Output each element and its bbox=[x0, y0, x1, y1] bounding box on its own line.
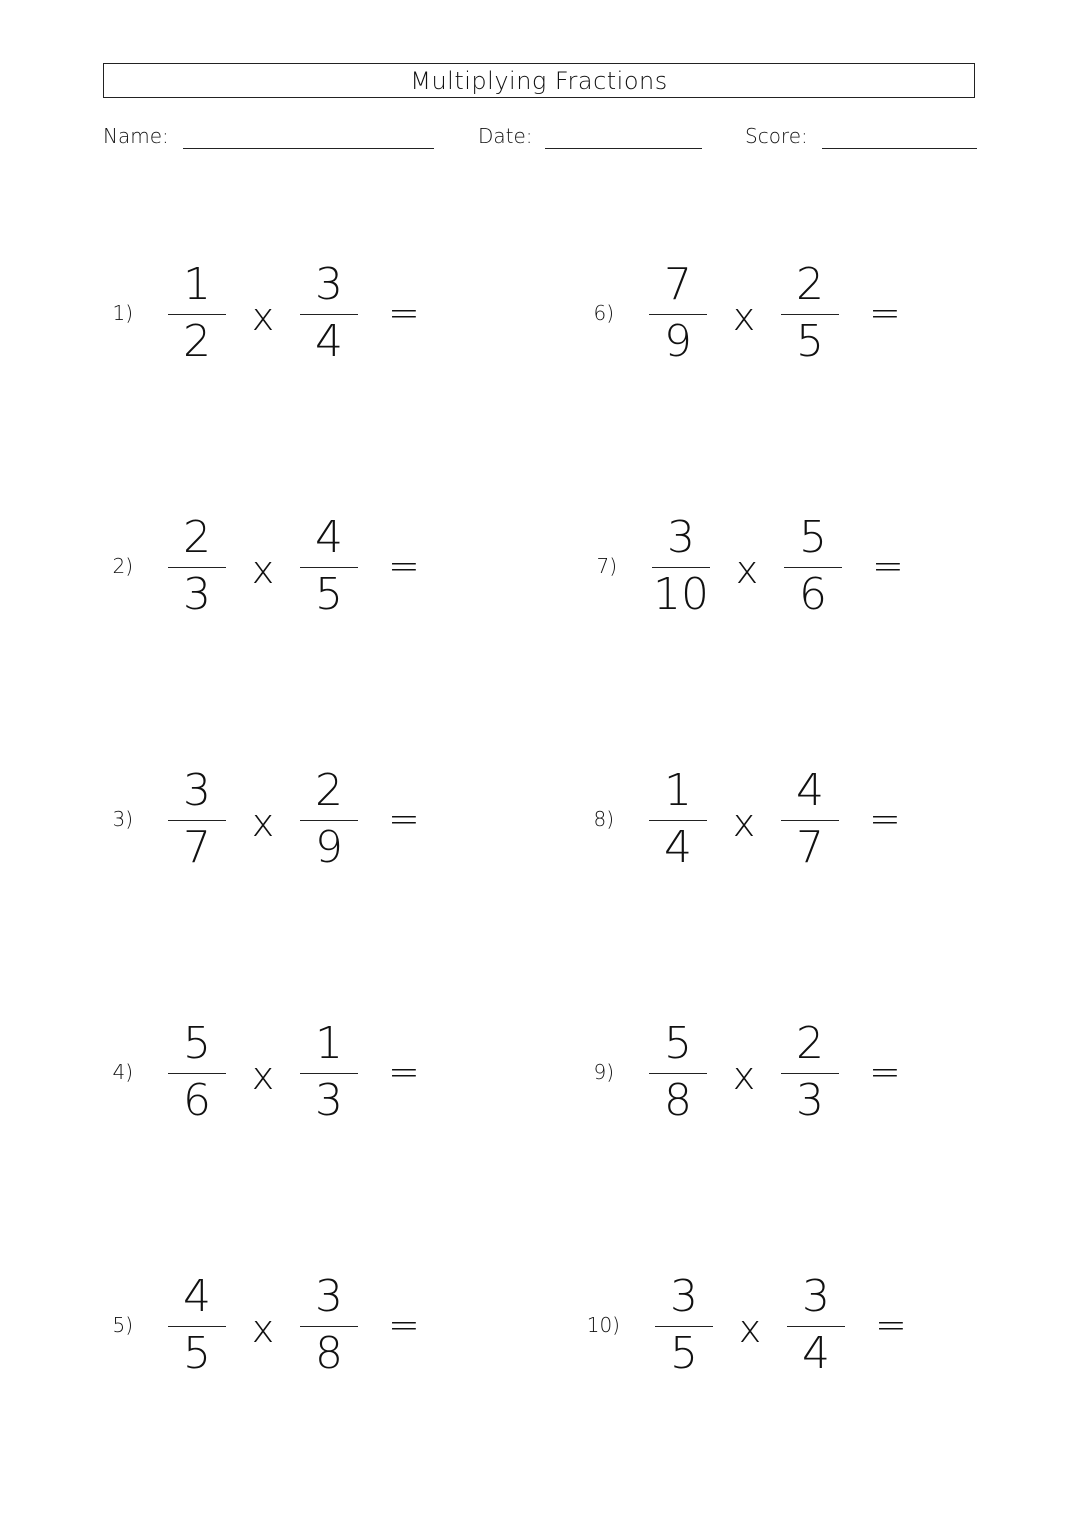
numerator: 5 bbox=[664, 1017, 692, 1069]
numerator: 4 bbox=[315, 511, 343, 563]
denominator: 9 bbox=[315, 821, 343, 873]
numerator: 2 bbox=[183, 511, 211, 563]
score-field-line[interactable] bbox=[822, 148, 977, 149]
fraction-bar bbox=[649, 1073, 707, 1074]
fraction-bar bbox=[649, 314, 707, 315]
multiply-sign: x bbox=[251, 548, 275, 592]
denominator: 8 bbox=[315, 1327, 343, 1379]
fraction-b bbox=[787, 1272, 845, 1379]
denominator: 5 bbox=[796, 315, 824, 367]
numerator: 1 bbox=[315, 1017, 343, 1069]
numerator: 3 bbox=[315, 1270, 343, 1322]
fraction-bar bbox=[168, 314, 226, 315]
denominator: 8 bbox=[664, 1074, 692, 1126]
numerator: 2 bbox=[796, 1017, 824, 1069]
numerator: 5 bbox=[799, 511, 827, 563]
multiply-sign: x bbox=[732, 295, 756, 339]
equals-sign: = bbox=[875, 1303, 907, 1347]
equals-sign: = bbox=[388, 544, 420, 588]
fraction-b bbox=[300, 260, 358, 367]
denominator: 3 bbox=[315, 1074, 343, 1126]
denominator: 7 bbox=[183, 821, 211, 873]
fraction-a bbox=[168, 260, 226, 367]
numerator: 2 bbox=[796, 258, 824, 310]
equals-sign: = bbox=[388, 291, 420, 335]
numerator: 7 bbox=[664, 258, 692, 310]
fraction-b bbox=[300, 513, 358, 620]
problem-number: 8) bbox=[593, 807, 614, 831]
multiply-sign: x bbox=[732, 1054, 756, 1098]
problem-item bbox=[97, 511, 497, 621]
fraction-a bbox=[649, 1019, 707, 1126]
date-label: Date: bbox=[478, 124, 533, 148]
problem-item bbox=[97, 1270, 497, 1380]
problem-number: 2) bbox=[112, 554, 133, 578]
fraction-a bbox=[168, 766, 226, 873]
multiply-sign: x bbox=[251, 295, 275, 339]
equals-sign: = bbox=[388, 1050, 420, 1094]
problem-number: 4) bbox=[112, 1060, 133, 1084]
name-field-line[interactable] bbox=[183, 148, 434, 149]
fraction-bar bbox=[168, 567, 226, 568]
fraction-bar bbox=[168, 1326, 226, 1327]
problem-item bbox=[584, 1270, 984, 1380]
problem-number: 10) bbox=[586, 1313, 620, 1337]
numerator: 1 bbox=[664, 764, 692, 816]
problem-item bbox=[97, 764, 497, 874]
problem-number: 5) bbox=[112, 1313, 133, 1337]
fraction-a bbox=[168, 513, 226, 620]
equals-sign: = bbox=[872, 544, 904, 588]
fraction-b bbox=[781, 766, 839, 873]
fraction-bar bbox=[781, 820, 839, 821]
equals-sign: = bbox=[869, 291, 901, 335]
numerator: 3 bbox=[183, 764, 211, 816]
denominator: 4 bbox=[315, 315, 343, 367]
numerator: 5 bbox=[183, 1017, 211, 1069]
denominator: 7 bbox=[796, 821, 824, 873]
denominator: 4 bbox=[802, 1327, 830, 1379]
fraction-a bbox=[652, 513, 710, 620]
denominator: 9 bbox=[664, 315, 692, 367]
fraction-bar bbox=[781, 1073, 839, 1074]
equals-sign: = bbox=[388, 1303, 420, 1347]
denominator: 4 bbox=[664, 821, 692, 873]
fraction-bar bbox=[649, 820, 707, 821]
numerator: 4 bbox=[796, 764, 824, 816]
problem-item bbox=[581, 511, 981, 621]
fraction-bar bbox=[655, 1326, 713, 1327]
fraction-b bbox=[781, 260, 839, 367]
numerator: 4 bbox=[183, 1270, 211, 1322]
fraction-bar bbox=[168, 820, 226, 821]
multiply-sign: x bbox=[251, 1054, 275, 1098]
numerator: 3 bbox=[802, 1270, 830, 1322]
fraction-bar bbox=[300, 314, 358, 315]
fraction-b bbox=[300, 766, 358, 873]
denominator: 5 bbox=[315, 568, 343, 620]
problem-number: 9) bbox=[593, 1060, 614, 1084]
fraction-bar bbox=[781, 314, 839, 315]
worksheet-title: Multiplying Fractions bbox=[103, 63, 975, 98]
denominator: 3 bbox=[796, 1074, 824, 1126]
fraction-bar bbox=[784, 567, 842, 568]
denominator: 10 bbox=[653, 568, 709, 620]
fraction-bar bbox=[300, 1326, 358, 1327]
multiply-sign: x bbox=[735, 548, 759, 592]
equals-sign: = bbox=[869, 1050, 901, 1094]
denominator: 5 bbox=[183, 1327, 211, 1379]
numerator: 3 bbox=[315, 258, 343, 310]
denominator: 6 bbox=[799, 568, 827, 620]
fraction-bar bbox=[300, 567, 358, 568]
fraction-a bbox=[655, 1272, 713, 1379]
fraction-bar bbox=[168, 1073, 226, 1074]
fraction-b bbox=[784, 513, 842, 620]
score-label: Score: bbox=[745, 124, 808, 148]
equals-sign: = bbox=[388, 797, 420, 841]
denominator: 2 bbox=[183, 315, 211, 367]
multiply-sign: x bbox=[251, 801, 275, 845]
problem-item bbox=[578, 258, 978, 368]
fraction-bar bbox=[652, 567, 710, 568]
fraction-a bbox=[649, 766, 707, 873]
denominator: 5 bbox=[670, 1327, 698, 1379]
problem-item bbox=[578, 1017, 978, 1127]
fraction-bar bbox=[300, 820, 358, 821]
problem-number: 1) bbox=[112, 301, 133, 325]
problem-number: 3) bbox=[112, 807, 133, 831]
denominator: 6 bbox=[183, 1074, 211, 1126]
numerator: 1 bbox=[183, 258, 211, 310]
numerator: 2 bbox=[315, 764, 343, 816]
multiply-sign: x bbox=[738, 1307, 762, 1351]
fraction-a bbox=[649, 260, 707, 367]
fraction-b bbox=[300, 1019, 358, 1126]
fraction-a bbox=[168, 1272, 226, 1379]
multiply-sign: x bbox=[251, 1307, 275, 1351]
fraction-b bbox=[300, 1272, 358, 1379]
fraction-bar bbox=[300, 1073, 358, 1074]
equals-sign: = bbox=[869, 797, 901, 841]
problem-number: 6) bbox=[593, 301, 614, 325]
problem-item bbox=[578, 764, 978, 874]
fraction-a bbox=[168, 1019, 226, 1126]
date-field-line[interactable] bbox=[545, 148, 702, 149]
denominator: 3 bbox=[183, 568, 211, 620]
problem-item bbox=[97, 258, 497, 368]
problem-number: 7) bbox=[596, 554, 617, 578]
problem-item bbox=[97, 1017, 497, 1127]
multiply-sign: x bbox=[732, 801, 756, 845]
fraction-b bbox=[781, 1019, 839, 1126]
numerator: 3 bbox=[670, 1270, 698, 1322]
fraction-bar bbox=[787, 1326, 845, 1327]
name-label: Name: bbox=[103, 124, 169, 148]
numerator: 3 bbox=[667, 511, 695, 563]
